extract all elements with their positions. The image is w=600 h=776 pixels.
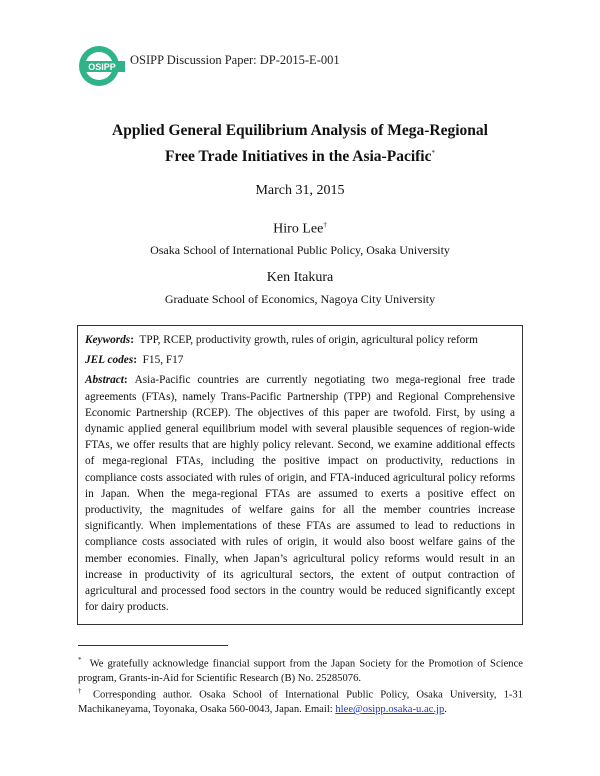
keywords-line: Keywords: TPP, RCEP, productivity growth, rules of origin, agricultural policy reform — [85, 334, 478, 346]
keywords-text: TPP, RCEP, productivity growth, rules of origin, agricultural policy reform — [139, 334, 478, 346]
abstract-box — [77, 325, 523, 625]
footnote-1-mark: * — [78, 656, 82, 664]
footnote-rule — [78, 645, 228, 646]
jel-line: JEL codes: F15, F17 — [85, 354, 184, 367]
author-1-name: Hiro Lee — [273, 221, 324, 237]
author-2-affiliation: Graduate School of Economics, Nagoya City University — [164, 292, 436, 306]
footnote-2-text: Corresponding author. Osaka School of International Public Policy, Osaka University, 1-31 Machikaneyama, Toyonaka, Osaka 560-0043, Japan. Email: — [78, 689, 523, 716]
footnote-2-end: . — [444, 704, 447, 716]
footnote-2-mark: † — [78, 687, 86, 695]
title-line-2: Free Trade Initiatives in the Asia-Pacific* — [165, 148, 435, 166]
author-1 — [0, 221, 600, 238]
footnote-1-text: We gratefully acknowledge financial support from the Japan Society for the Promotion of Science program, Grants-in-Aid for Scientific Research (B) No. 25285076. — [78, 658, 523, 685]
abstract-text: Asia-Pacific countries are currently negotiating two mega-regional free trade agreements (FTAs), namely Trans-Pacific Partnership (TPP) and Regional Comprehensive Economic Partnership (RCEP). The objectives of this paper are twofold. First, by using a dynamic applied general equilibrium model with several plausible sequences of region-wide FTAs, we offer results that are highly policy relevant. Second, we examine additional effects of mega-regional FTAs, including the positive impact on productivity, reductions in compliance costs associated with rules of origin, and FTA-induced agricultural policy reforms in Japan. When the mega-regional FTAs are assumed to exerts a positive effect on productivity, the magnitudes of welfare gains for all the member countries increase significantly. When implementations of these FTAs are assumed to lead to reductions in compliance costs associated with rules of origin, it would also boost welfare gains of the member economies. Finally, when Japan’s agricultural policy reforms would result in an increase in productivity of its agricultural sectors, the extent of output contraction of agricultural and processed food sectors in the country would be reduced significantly except for dairy products. — [85, 374, 515, 614]
osipp-logo — [77, 44, 125, 88]
keywords-label: Keywords — [85, 334, 131, 346]
paper-date: March 31, 2015 — [255, 183, 345, 198]
logo-text: OSIPP — [88, 62, 116, 72]
abstract-label: Abstract — [85, 374, 124, 387]
email-link[interactable]: hlee@osipp.osaka-u.ac.jp — [335, 704, 445, 716]
jel-text: F15, F17 — [142, 354, 184, 367]
paper-title — [0, 120, 600, 168]
footnote-1 — [78, 653, 523, 687]
title-line-1: Applied General Equilibrium Analysis of Mega-Regional — [112, 122, 488, 139]
abstract-paragraph: Abstract: Asia-Pacific countries are currently negotiating two mega-regional free trade agreements (FTAs), namely Trans-Pacific Partnership (TPP) and Regional Comprehensive Economic Partnership (RCEP). The objectives of this paper are twofold. First, by using a dynamic applied general equilibrium model with several plausible sequences of region-wide FTAs, we offer results that are highly policy relevant. Second, we examine additional effects of mega-regional FTAs, including the positive impact on productivity, reductions in compliance costs associated with rules of origin, and FTA-induced agricultural policy reforms in Japan. When the mega-regional FTAs are assumed to exerts a positive effect on productivity, the magnitudes of welfare gains for all the member countries increase significantly. When implementations of these FTAs are assumed to lead to reductions in compliance costs associated with rules of origin, it would also boost welfare gains of the member economies. Finally, when Japan’s agricultural policy reforms would result in an increase in productivity of its agricultural sectors, the extent of output contraction of agricultural and processed food sectors in the country would be reduced significantly except for dairy products. — [85, 374, 515, 614]
author-1-mark: † — [323, 221, 327, 229]
author-2-name: Ken Itakura — [266, 270, 334, 285]
footnote-2 — [78, 684, 523, 718]
author-1-affiliation: Osaka School of International Public Policy, Osaka University — [150, 243, 450, 257]
series-label: OSIPP Discussion Paper: DP-2015-E-001 — [130, 53, 340, 67]
title-footnote-mark: * — [431, 149, 435, 157]
jel-label: JEL codes — [85, 354, 134, 367]
